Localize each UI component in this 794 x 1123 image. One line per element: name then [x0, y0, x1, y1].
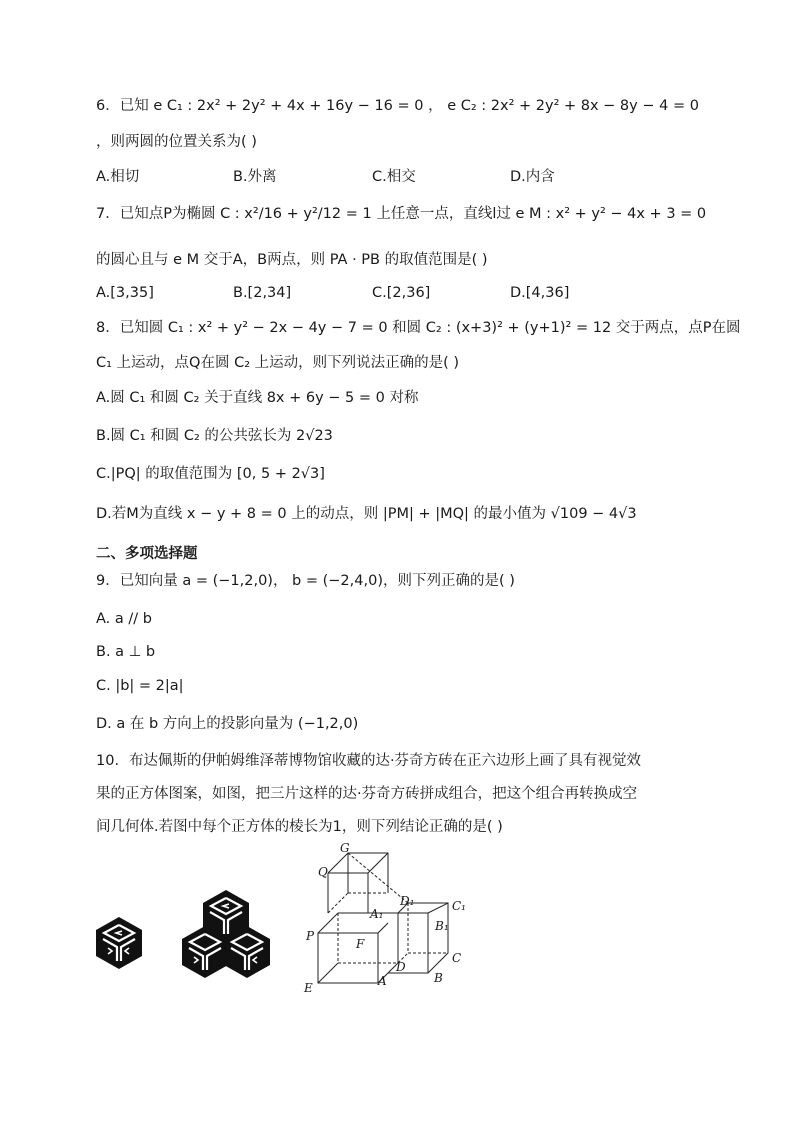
q6-stem: 6．已知 e C₁ : 2x² + 2y² + 4x + 16y − 16 = 0 ， e C₂ : 2x² + 2y² + 8x − 8y − 4 = 0 [96, 98, 699, 114]
q9-stem: 9．已知向量 a = (−1,2,0)， b = (−2,4,0)，则下列正确的是( ) [96, 573, 515, 589]
label-a: A [378, 974, 387, 988]
q7-option-a: A.[3,35] [96, 285, 154, 301]
tile-hexagon [96, 917, 142, 969]
q8-option-b: B.圆 C₁ 和圆 C₂ 的公共弦长为 2√23 [96, 428, 333, 444]
label-b: B [434, 971, 443, 985]
q8-option-a: A.圆 C₁ 和圆 C₂ 关于直线 8x + 6y − 5 = 0 对称 [96, 390, 419, 406]
q7-options [96, 285, 696, 305]
q9-option-d: D. a 在 b 方向上的投影向量为 (−1,2,0) [96, 716, 359, 732]
label-q: Q [318, 865, 328, 879]
label-c: C [452, 951, 462, 965]
label-e: E [304, 981, 313, 995]
q6-option-d: D.内含 [510, 169, 555, 185]
cube-combination-3d-figure [300, 840, 480, 1000]
q7-option-c: C.[2,36] [372, 285, 431, 301]
q6-option-c: C.相交 [372, 169, 416, 185]
q6-stem-cont: ，则两圆的位置关系为( ) [96, 134, 257, 150]
section-title-multiple-choice: 二、多项选择题 [96, 546, 198, 562]
q6-option-a: A.相切 [96, 169, 140, 185]
q9-option-b: B. a ⊥ b [96, 644, 156, 660]
label-c1: C₁ [452, 899, 466, 913]
q10-stem-line2: 果的正方体图案，如图，把三片这样的达·芬奇方砖拼成组合，把这个组合再转换成空 [96, 786, 638, 802]
q10-stem-line1: 10．布达佩斯的伊帕姆维泽蒂博物馆收藏的达·芬奇方砖在正六边形上画了具有视觉效 [96, 753, 642, 769]
q8-option-c: C.|PQ| 的取值范围为 [0, 5 + 2√3] [96, 466, 325, 482]
q8-stem: 8．已知圆 C₁ : x² + y² − 2x − 4y − 7 = 0 和圆 C₂ : (x+3)² + (y+1)² = 12 交于两点，点P在圆 [96, 320, 741, 336]
q7-stem: 7．已知点P为椭圆 C : x²/16 + y²/12 = 1 上任意一点，直线l过 e M : x² + y² − 4x + 3 = 0 [96, 206, 707, 222]
q9-option-c: C. |b| = 2|a| [96, 678, 184, 694]
q6-options [96, 165, 696, 185]
q9-option-a: A. a // b [96, 611, 152, 627]
single-cube-tile-figure [94, 915, 144, 971]
q8-stem-cont: C₁ 上运动，点Q在圆 C₂ 上运动，则下列说法正确的是( ) [96, 355, 460, 371]
q8-option-d: D.若M为直线 x − y + 8 = 0 上的动点，则 |PM| + |MQ| 的最小值为 √109 − 4√3 [96, 506, 637, 522]
label-a1: A₁ [370, 907, 384, 921]
q7-stem-cont: 的圆心且与 e M 交于A，B两点，则 PA · PB 的取值范围是( ) [96, 252, 488, 268]
label-b1: B₁ [435, 919, 449, 933]
label-d1: D₁ [400, 894, 415, 908]
label-f: F [356, 937, 365, 951]
label-d: D [396, 960, 406, 974]
q7-option-d: D.[4,36] [510, 285, 570, 301]
label-p: P [306, 929, 315, 943]
q7-option-b: B.[2,34] [233, 285, 292, 301]
q10-stem-line3: 间几何体.若图中每个正方体的棱长为1，则下列结论正确的是( ) [96, 819, 503, 835]
q6-option-b: B.外离 [233, 169, 277, 185]
label-g: G [340, 841, 350, 855]
combined-cube-tiles-figure [180, 888, 272, 980]
